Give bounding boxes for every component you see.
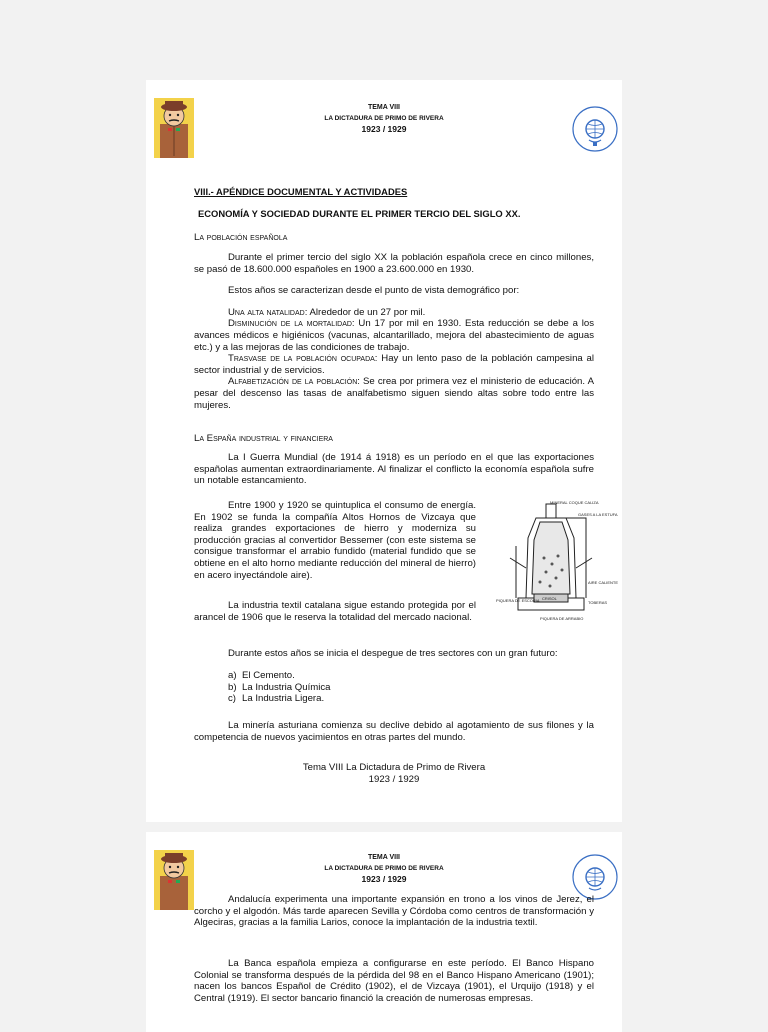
industria-paragraph-2: Entre 1900 y 1920 se quintuplica el consumo de energía. En 1902 se funda la compañía Altos Hornos de Vizcaya que realiza grandes exportaciones de hierro y moderniza su producción gracias al convertidor Bessemer (con este sistema se consigue transformar el arrabio fundido (material fundido que se obtiene en el alto horno mediante reducción del mineral de hierro) en acero inyectándole aire). <box>194 500 476 581</box>
page-header <box>146 852 622 885</box>
diagram-label-piquera-arrabio: PIQUERA DE ARRABIO <box>540 616 584 621</box>
poblacion-paragraph-1: Durante el primer tercio del siglo XX la población española crece en cinco millones, se pasó de 18.600.000 españoles en 1900 a 23.600.000 en 1930. <box>194 252 594 275</box>
list-item-label: La Industria Química <box>242 681 331 693</box>
page2-paragraph-1: Andalucía experimenta una importante expansión en trono a los vinos de Jerez, el corcho y el algodón. Más tarde aparecen Sevilla y Córdoba como centros de transformación y Algeciras, gracias a la familia Larios, conoce la implantación de la industria textil. <box>194 894 594 929</box>
demographic-list <box>194 307 594 411</box>
list-marker: c) <box>228 693 236 705</box>
sectors-list <box>228 670 528 705</box>
demographic-term: Una alta natalidad: <box>228 306 308 318</box>
section-heading: VIII.- APÉNDICE DOCUMENTAL Y ACTIVIDADES <box>194 186 408 197</box>
demographic-item <box>194 376 594 411</box>
page2-paragraph-2: La Banca española empieza a configurarse en este período. El Banco Hispano Colonial se transforma después de la pérdida del 98 en el Banco Hispano Americano (1901); nacen los bancos Español de Crédito (1902), el de Vizcaya (1901), el Urquijo (1918) y el Central (1919). El sector bancario financió la creación de numerosas empresas. <box>194 958 594 1004</box>
list-item-label: El Cemento. <box>242 670 295 681</box>
industria-paragraph-5: La minería asturiana comienza su declive debido al agotamiento de sus filones y la competencia de nuevos yacimientos en otras partes del mundo. <box>194 720 594 743</box>
document-page-1 <box>146 80 622 822</box>
diagram-label-gases: GASES A LA ESTUFA <box>578 512 618 517</box>
demographic-text: Alrededor de un 27 por mil. <box>307 306 426 318</box>
list-item <box>228 670 528 682</box>
demographic-item <box>194 307 594 319</box>
poblacion-heading: La población española <box>194 232 288 243</box>
list-item <box>228 693 528 705</box>
list-marker: a) <box>228 670 237 681</box>
industria-heading: La España industrial y financiera <box>194 433 333 444</box>
document-page-2 <box>146 832 622 1032</box>
list-item-label: La Industria Ligera. <box>242 693 325 705</box>
school-seal-icon <box>570 94 620 164</box>
demographic-text: Hay un lento paso de la población campesina al sector industrial y de servicios. <box>194 353 594 376</box>
demographic-term: Alfabetización de la población: <box>228 376 360 388</box>
header-subtitle: LA DICTADURA DE PRIMO DE RIVERA <box>324 115 444 122</box>
footer-years: 1923 / 1929 <box>368 773 420 785</box>
subheading: ECONOMÍA Y SOCIEDAD DURANTE EL PRIMER TERCIO DEL SIGLO XX. <box>198 208 521 219</box>
diagram-label-mineral: MINERAL COQUE CALIZA <box>550 500 599 505</box>
demographic-text: Se crea por primera vez el ministerio de educación. A pesar del descenso las tasas de analfabetismo siguen siendo altas sobre todo entre las mujeres. <box>194 376 594 411</box>
diagram-label-piquera-escoria: PIQUERA DE ESCORIA <box>496 598 540 603</box>
header-title: TEMA VIII <box>367 854 401 861</box>
diagram-label-crisol: CRISOL <box>542 596 557 601</box>
header-years: 1923 / 1929 <box>361 874 407 884</box>
industria-paragraph-1: La I Guerra Mundial (de 1914 á 1918) es un período en el que las exportaciones españolas aumentan extraordinariamente. Al finalizar el conflicto la economía española sufre un notable estancamiento. <box>194 452 594 487</box>
header-years: 1923 / 1929 <box>361 124 407 134</box>
header-subtitle: LA DICTADURA DE PRIMO DE RIVERA <box>324 865 444 872</box>
industria-paragraph-4: Durante estos años se inicia el despegue de tres sectores con un gran futuro: <box>228 648 558 659</box>
page-header <box>146 102 622 135</box>
diagram-label-aire: AIRE CALIENTE <box>588 580 619 585</box>
demographic-term: Disminución de la mortalidad: <box>228 318 355 330</box>
poblacion-paragraph-2: Estos años se caracterizan desde el punto de vista demográfico por: <box>228 285 520 297</box>
footer-title: Tema VIII La Dictadura de Primo de Rivera <box>302 762 486 773</box>
industria-paragraph-3: La industria textil catalana sigue estando protegida por el arancel de 1906 que le reserva la totalidad del mercado nacional. <box>194 600 476 623</box>
demographic-text: Un 17 por mil en 1930. Esta reducción se debe a los avances médicos e higiénicos (vacunas, alcantarillado, mejora del abastecimiento de aguas etc.) y a las mejoras de las condiciones de trabajo. <box>194 318 595 353</box>
demographic-item <box>194 318 594 353</box>
page-footer <box>194 762 594 785</box>
demographic-term: Trasvase de la población ocupada: <box>228 353 378 365</box>
diagram-label-toberas: TOBERAS <box>588 600 608 605</box>
list-marker: b) <box>228 681 237 693</box>
list-item <box>228 682 528 694</box>
demographic-item <box>194 353 594 376</box>
header-title: TEMA VIII <box>367 104 401 111</box>
blast-furnace-diagram <box>496 498 624 626</box>
poblacion-section <box>194 252 594 411</box>
